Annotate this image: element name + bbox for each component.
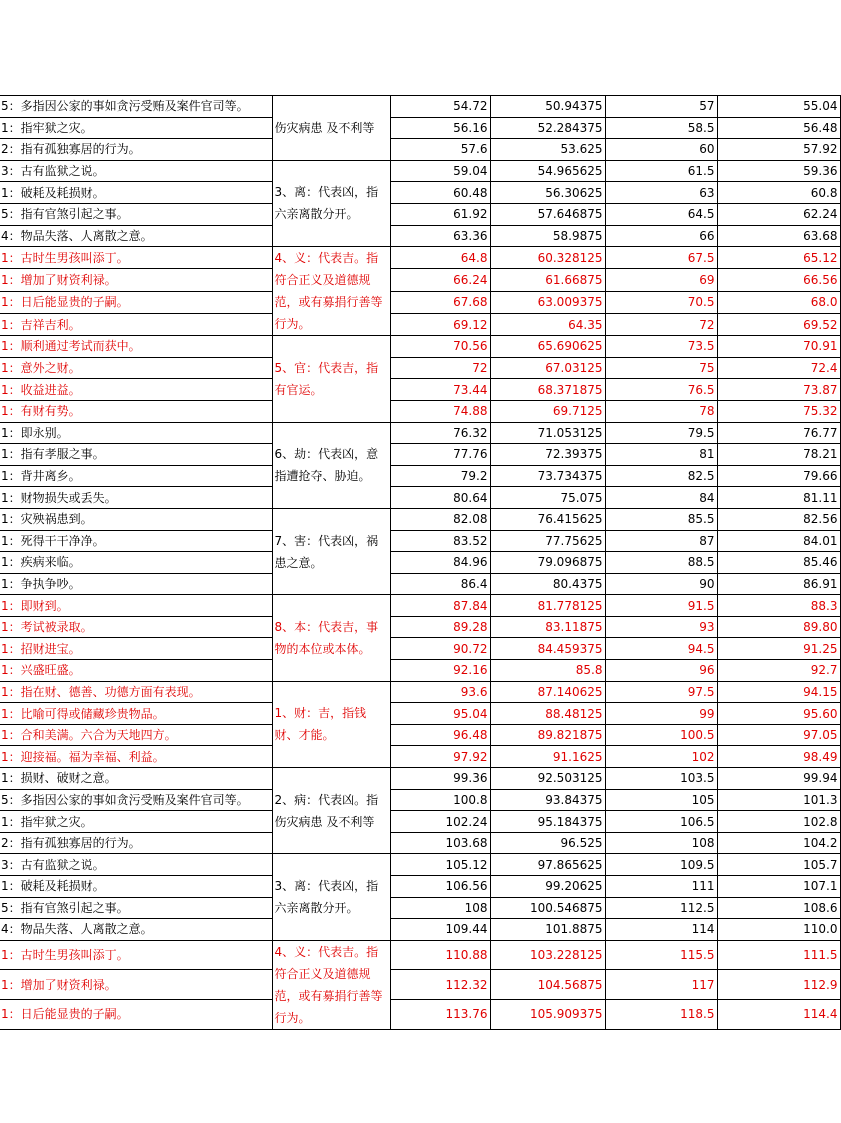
value-cell-v4: 105.7: [717, 854, 840, 876]
row-description: 1：吉祥吉利。: [0, 313, 272, 335]
value-cell-v3: 105: [605, 789, 717, 811]
row-description: 1：合和美满。六合为天地四方。: [0, 724, 272, 746]
value-cell-v2: 81.778125: [490, 595, 605, 617]
table-row: [0, 530, 840, 552]
table-row: [0, 444, 840, 466]
value-cell-v2: 71.053125: [490, 422, 605, 444]
value-cell-v4: 99.94: [717, 768, 840, 790]
row-description: 1：即财到。: [0, 595, 272, 617]
value-cell-v3: 73.5: [605, 336, 717, 358]
value-cell-v2: 80.4375: [490, 573, 605, 595]
table-row: [0, 336, 840, 358]
value-cell-v2: 103.228125: [490, 940, 605, 970]
value-cell-v4: 69.52: [717, 313, 840, 335]
value-cell-v3: 84: [605, 487, 717, 509]
value-cell-v4: 98.49: [717, 746, 840, 768]
value-cell-v3: 109.5: [605, 854, 717, 876]
table-row: [0, 291, 840, 313]
row-description: 5：指有官煞引起之事。: [0, 203, 272, 225]
table-row: [0, 313, 840, 335]
row-description: 1：顺利通过考试而获中。: [0, 336, 272, 358]
value-cell-v2: 95.184375: [490, 811, 605, 833]
value-cell-v3: 103.5: [605, 768, 717, 790]
value-cell-v1: 87.84: [390, 595, 490, 617]
value-cell-v2: 53.625: [490, 139, 605, 161]
table-row: [0, 379, 840, 401]
value-cell-v2: 88.48125: [490, 703, 605, 725]
value-cell-v3: 87: [605, 530, 717, 552]
row-description: 1：争执争吵。: [0, 573, 272, 595]
value-cell-v2: 85.8: [490, 660, 605, 682]
value-cell-v1: 63.36: [390, 225, 490, 247]
value-cell-v3: 96: [605, 660, 717, 682]
value-cell-v4: 81.11: [717, 487, 840, 509]
row-description: 1：疾病来临。: [0, 552, 272, 574]
value-cell-v4: 68.0: [717, 291, 840, 313]
value-cell-v4: 112.9: [717, 970, 840, 1000]
table-row: [0, 789, 840, 811]
value-cell-v3: 93: [605, 616, 717, 638]
value-cell-v3: 64.5: [605, 203, 717, 225]
group-label: 7、害：代表凶，祸患之意。: [272, 508, 390, 594]
value-cell-v2: 84.459375: [490, 638, 605, 660]
value-cell-v2: 97.865625: [490, 854, 605, 876]
value-cell-v3: 81: [605, 444, 717, 466]
table-row: [0, 703, 840, 725]
table-row: [0, 487, 840, 509]
group-label: 3、离：代表凶，指六亲离散分开。: [272, 160, 390, 246]
value-cell-v1: 95.04: [390, 703, 490, 725]
table-row: [0, 746, 840, 768]
value-cell-v1: 89.28: [390, 616, 490, 638]
value-cell-v3: 88.5: [605, 552, 717, 574]
spreadsheet-page: [0, 95, 838, 1025]
value-cell-v4: 78.21: [717, 444, 840, 466]
value-cell-v1: 108: [390, 897, 490, 919]
value-cell-v3: 85.5: [605, 508, 717, 530]
value-cell-v2: 91.1625: [490, 746, 605, 768]
value-cell-v2: 52.284375: [490, 117, 605, 139]
value-cell-v1: 54.72: [390, 96, 490, 118]
row-description: 1：日后能显贵的子嗣。: [0, 291, 272, 313]
value-cell-v2: 76.415625: [490, 508, 605, 530]
value-cell-v2: 61.66875: [490, 269, 605, 291]
value-cell-v2: 72.39375: [490, 444, 605, 466]
value-cell-v1: 112.32: [390, 970, 490, 1000]
value-cell-v4: 62.24: [717, 203, 840, 225]
group-label: 8、本：代表吉，事物的本位或本体。: [272, 595, 390, 681]
value-cell-v2: 92.503125: [490, 768, 605, 790]
row-description: 4：物品失落、人离散之意。: [0, 225, 272, 247]
value-cell-v1: 74.88: [390, 400, 490, 422]
table-row: [0, 832, 840, 854]
value-cell-v4: 111.5: [717, 940, 840, 970]
row-description: 1：破耗及耗损财。: [0, 876, 272, 898]
table-row: [0, 465, 840, 487]
row-description: 1：迎接福。福为幸福、利益。: [0, 746, 272, 768]
value-cell-v2: 58.9875: [490, 225, 605, 247]
value-cell-v1: 67.68: [390, 291, 490, 313]
table-row: [0, 552, 840, 574]
value-cell-v2: 83.11875: [490, 616, 605, 638]
value-cell-v2: 104.56875: [490, 970, 605, 1000]
value-cell-v4: 56.48: [717, 117, 840, 139]
value-cell-v1: 109.44: [390, 919, 490, 941]
table-row: [0, 96, 840, 118]
value-cell-v3: 66: [605, 225, 717, 247]
value-cell-v3: 90: [605, 573, 717, 595]
value-cell-v3: 82.5: [605, 465, 717, 487]
value-cell-v4: 82.56: [717, 508, 840, 530]
value-cell-v4: 70.91: [717, 336, 840, 358]
value-cell-v3: 79.5: [605, 422, 717, 444]
row-description: 4：物品失落、人离散之意。: [0, 919, 272, 941]
value-cell-v3: 112.5: [605, 897, 717, 919]
table-row: [0, 1000, 840, 1030]
value-cell-v4: 57.92: [717, 139, 840, 161]
value-cell-v2: 79.096875: [490, 552, 605, 574]
value-cell-v4: 91.25: [717, 638, 840, 660]
value-cell-v1: 90.72: [390, 638, 490, 660]
value-cell-v3: 106.5: [605, 811, 717, 833]
row-description: 1：指牢狱之灾。: [0, 117, 272, 139]
table-row: [0, 616, 840, 638]
value-cell-v1: 106.56: [390, 876, 490, 898]
value-cell-v1: 56.16: [390, 117, 490, 139]
row-description: 1：增加了财资利禄。: [0, 269, 272, 291]
row-description: 1：灾殃祸患到。: [0, 508, 272, 530]
table-row: [0, 681, 840, 703]
table-row: [0, 247, 840, 269]
value-cell-v1: 76.32: [390, 422, 490, 444]
table-row: [0, 638, 840, 660]
value-cell-v1: 60.48: [390, 182, 490, 204]
group-label: 6、劫：代表凶，意指遭抢夺、胁迫。: [272, 422, 390, 508]
value-cell-v4: 108.6: [717, 897, 840, 919]
value-cell-v3: 94.5: [605, 638, 717, 660]
value-cell-v3: 58.5: [605, 117, 717, 139]
row-description: 2：指有孤独寡居的行为。: [0, 832, 272, 854]
value-cell-v2: 57.646875: [490, 203, 605, 225]
table-row: [0, 724, 840, 746]
value-cell-v3: 99: [605, 703, 717, 725]
value-cell-v1: 100.8: [390, 789, 490, 811]
value-cell-v4: 85.46: [717, 552, 840, 574]
value-cell-v1: 70.56: [390, 336, 490, 358]
table-row: [0, 182, 840, 204]
value-cell-v2: 54.965625: [490, 160, 605, 182]
value-cell-v1: 113.76: [390, 1000, 490, 1030]
value-cell-v4: 66.56: [717, 269, 840, 291]
value-cell-v4: 55.04: [717, 96, 840, 118]
value-cell-v2: 50.94375: [490, 96, 605, 118]
value-cell-v3: 118.5: [605, 1000, 717, 1030]
group-label: 5、官：代表吉，指有官运。: [272, 336, 390, 422]
row-description: 2：指有孤独寡居的行为。: [0, 139, 272, 161]
value-cell-v3: 115.5: [605, 940, 717, 970]
row-description: 1：收益进益。: [0, 379, 272, 401]
value-cell-v2: 69.7125: [490, 400, 605, 422]
table-row: [0, 269, 840, 291]
value-cell-v2: 89.821875: [490, 724, 605, 746]
value-cell-v2: 56.30625: [490, 182, 605, 204]
table-row: [0, 919, 840, 941]
value-cell-v4: 84.01: [717, 530, 840, 552]
group-label: 1、财：吉，指钱财、才能。: [272, 681, 390, 767]
table-row: [0, 357, 840, 379]
row-description: 1：日后能显贵的子嗣。: [0, 1000, 272, 1030]
value-cell-v2: 75.075: [490, 487, 605, 509]
group-label: 4、义：代表吉。指符合正义及道德规范，或有募捐行善等行为。: [272, 940, 390, 1029]
value-cell-v3: 69: [605, 269, 717, 291]
value-cell-v1: 103.68: [390, 832, 490, 854]
value-cell-v3: 72: [605, 313, 717, 335]
value-cell-v1: 102.24: [390, 811, 490, 833]
value-cell-v2: 63.009375: [490, 291, 605, 313]
row-description: 1：背井离乡。: [0, 465, 272, 487]
value-cell-v3: 97.5: [605, 681, 717, 703]
value-cell-v3: 108: [605, 832, 717, 854]
value-cell-v3: 70.5: [605, 291, 717, 313]
row-description: 3：古有监狱之说。: [0, 854, 272, 876]
row-description: 1：死得干干净净。: [0, 530, 272, 552]
value-cell-v4: 63.68: [717, 225, 840, 247]
value-cell-v4: 86.91: [717, 573, 840, 595]
row-description: 1：考试被录取。: [0, 616, 272, 638]
value-cell-v3: 114: [605, 919, 717, 941]
value-cell-v2: 65.690625: [490, 336, 605, 358]
value-cell-v4: 110.0: [717, 919, 840, 941]
value-cell-v1: 86.4: [390, 573, 490, 595]
value-cell-v4: 79.66: [717, 465, 840, 487]
row-description: 1：招财进宝。: [0, 638, 272, 660]
value-cell-v3: 63: [605, 182, 717, 204]
value-cell-v1: 84.96: [390, 552, 490, 574]
value-cell-v4: 107.1: [717, 876, 840, 898]
value-cell-v4: 72.4: [717, 357, 840, 379]
value-cell-v4: 88.3: [717, 595, 840, 617]
value-cell-v1: 61.92: [390, 203, 490, 225]
row-description: 5：多指因公家的事如贪污受贿及案件官司等。: [0, 96, 272, 118]
value-cell-v2: 93.84375: [490, 789, 605, 811]
table-row: [0, 139, 840, 161]
value-cell-v3: 100.5: [605, 724, 717, 746]
table-row: [0, 768, 840, 790]
row-description: 1：兴盛旺盛。: [0, 660, 272, 682]
table-row: [0, 508, 840, 530]
value-cell-v3: 75: [605, 357, 717, 379]
value-cell-v3: 91.5: [605, 595, 717, 617]
value-cell-v2: 60.328125: [490, 247, 605, 269]
table-row: [0, 897, 840, 919]
value-cell-v4: 94.15: [717, 681, 840, 703]
value-cell-v2: 105.909375: [490, 1000, 605, 1030]
value-cell-v4: 60.8: [717, 182, 840, 204]
table-row: [0, 595, 840, 617]
value-cell-v1: 110.88: [390, 940, 490, 970]
row-description: 1：增加了财资利禄。: [0, 970, 272, 1000]
table-row: [0, 573, 840, 595]
value-cell-v2: 96.525: [490, 832, 605, 854]
row-description: 1：指有孝服之事。: [0, 444, 272, 466]
value-cell-v3: 61.5: [605, 160, 717, 182]
value-cell-v4: 97.05: [717, 724, 840, 746]
value-cell-v1: 93.6: [390, 681, 490, 703]
value-cell-v2: 87.140625: [490, 681, 605, 703]
value-cell-v1: 69.12: [390, 313, 490, 335]
row-description: 1：即永别。: [0, 422, 272, 444]
group-label: 2、病：代表凶。指伤灾病患 及不利等: [272, 768, 390, 854]
value-cell-v4: 65.12: [717, 247, 840, 269]
value-cell-v2: 99.20625: [490, 876, 605, 898]
value-cell-v4: 95.60: [717, 703, 840, 725]
value-cell-v4: 75.32: [717, 400, 840, 422]
row-description: 1：破耗及耗损财。: [0, 182, 272, 204]
value-cell-v4: 102.8: [717, 811, 840, 833]
value-cell-v2: 67.03125: [490, 357, 605, 379]
value-cell-v3: 76.5: [605, 379, 717, 401]
row-description: 3：古有监狱之说。: [0, 160, 272, 182]
value-cell-v1: 80.64: [390, 487, 490, 509]
value-cell-v4: 73.87: [717, 379, 840, 401]
value-cell-v1: 83.52: [390, 530, 490, 552]
group-label: 4、义：代表吉。指符合正义及道德规范，或有募捐行善等行为。: [272, 247, 390, 336]
row-description: 1：古时生男孩叫添丁。: [0, 247, 272, 269]
table-row: [0, 854, 840, 876]
row-description: 1：财物损失或丢失。: [0, 487, 272, 509]
value-cell-v4: 114.4: [717, 1000, 840, 1030]
value-cell-v1: 105.12: [390, 854, 490, 876]
value-cell-v2: 101.8875: [490, 919, 605, 941]
value-cell-v1: 99.36: [390, 768, 490, 790]
value-cell-v3: 78: [605, 400, 717, 422]
value-cell-v3: 57: [605, 96, 717, 118]
value-cell-v1: 82.08: [390, 508, 490, 530]
value-cell-v4: 89.80: [717, 616, 840, 638]
table-row: [0, 117, 840, 139]
row-description: 1：古时生男孩叫添丁。: [0, 940, 272, 970]
value-cell-v1: 64.8: [390, 247, 490, 269]
value-cell-v4: 101.3: [717, 789, 840, 811]
value-cell-v1: 77.76: [390, 444, 490, 466]
value-cell-v1: 92.16: [390, 660, 490, 682]
value-cell-v1: 73.44: [390, 379, 490, 401]
value-cell-v1: 97.92: [390, 746, 490, 768]
value-cell-v3: 60: [605, 139, 717, 161]
table-row: [0, 940, 840, 970]
table-row: [0, 876, 840, 898]
table-row: [0, 811, 840, 833]
value-cell-v4: 59.36: [717, 160, 840, 182]
table-row: [0, 422, 840, 444]
value-cell-v1: 59.04: [390, 160, 490, 182]
value-cell-v3: 102: [605, 746, 717, 768]
value-cell-v2: 100.546875: [490, 897, 605, 919]
row-description: 1：比喻可得或储藏珍贵物品。: [0, 703, 272, 725]
table-row: [0, 225, 840, 247]
value-cell-v3: 117: [605, 970, 717, 1000]
table-row: [0, 660, 840, 682]
data-table: [0, 95, 841, 1030]
value-cell-v1: 66.24: [390, 269, 490, 291]
table-row: [0, 203, 840, 225]
row-description: 1：指在财、德善、功德方面有表现。: [0, 681, 272, 703]
value-cell-v4: 104.2: [717, 832, 840, 854]
value-cell-v1: 72: [390, 357, 490, 379]
value-cell-v1: 57.6: [390, 139, 490, 161]
value-cell-v1: 79.2: [390, 465, 490, 487]
group-label: 3、离：代表凶，指六亲离散分开。: [272, 854, 390, 940]
row-description: 1：有财有势。: [0, 400, 272, 422]
value-cell-v2: 73.734375: [490, 465, 605, 487]
table-row: [0, 970, 840, 1000]
row-description: 1：意外之财。: [0, 357, 272, 379]
value-cell-v2: 64.35: [490, 313, 605, 335]
table-row: [0, 400, 840, 422]
table-row: [0, 160, 840, 182]
value-cell-v3: 67.5: [605, 247, 717, 269]
value-cell-v3: 111: [605, 876, 717, 898]
value-cell-v4: 92.7: [717, 660, 840, 682]
group-label: 伤灾病患 及不利等: [272, 96, 390, 161]
value-cell-v1: 96.48: [390, 724, 490, 746]
value-cell-v4: 76.77: [717, 422, 840, 444]
row-description: 1：指牢狱之灾。: [0, 811, 272, 833]
row-description: 1：损财、破财之意。: [0, 768, 272, 790]
row-description: 5：指有官煞引起之事。: [0, 897, 272, 919]
row-description: 5：多指因公家的事如贪污受贿及案件官司等。: [0, 789, 272, 811]
value-cell-v2: 68.371875: [490, 379, 605, 401]
value-cell-v2: 77.75625: [490, 530, 605, 552]
